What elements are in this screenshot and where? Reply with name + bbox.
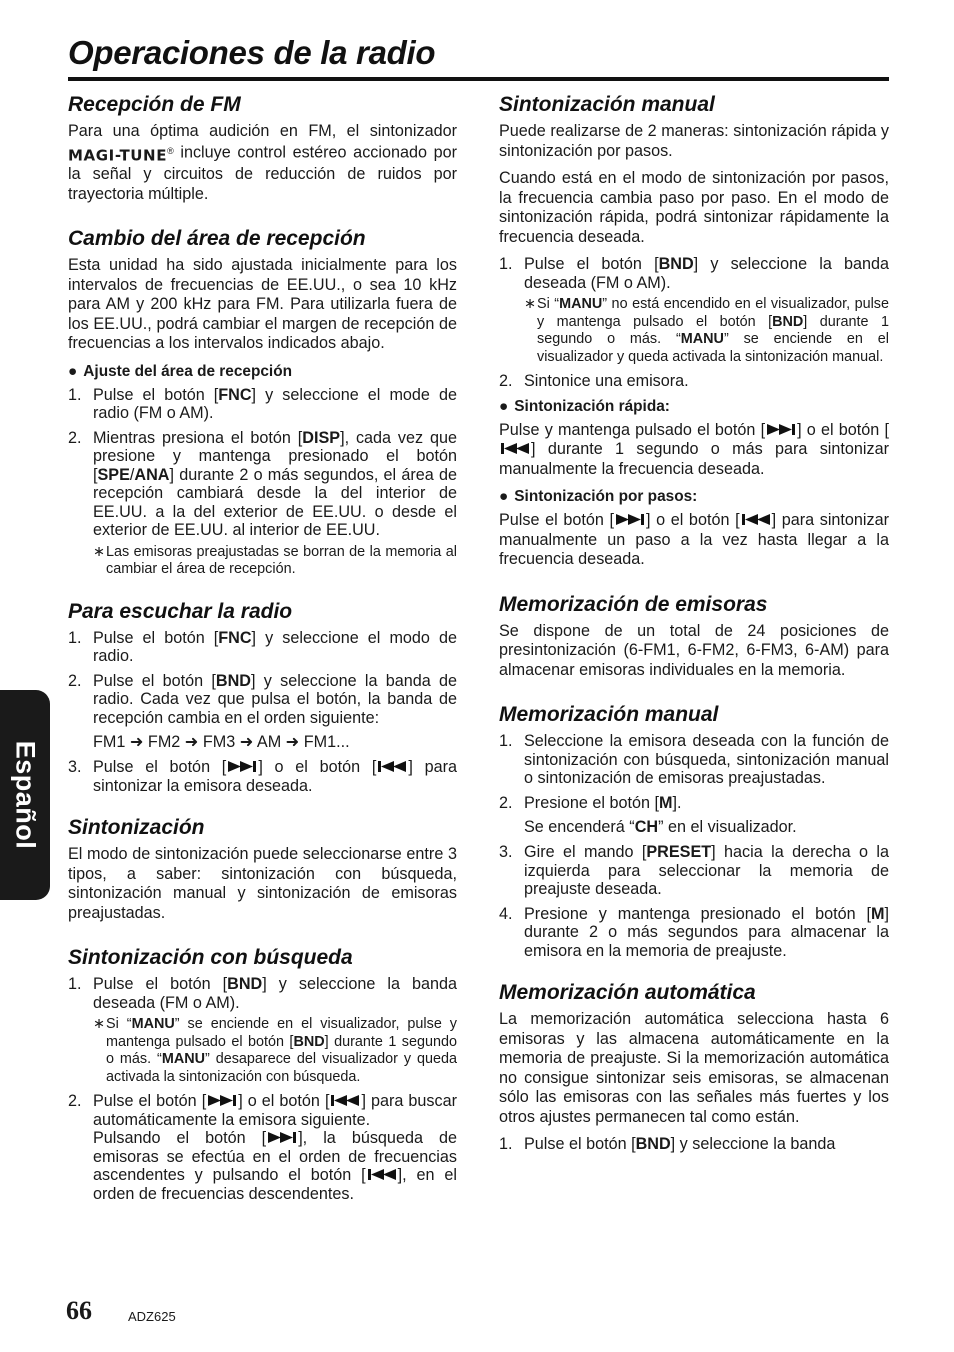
side-tab-label: Español [10,740,41,850]
manual-steps [499,255,889,391]
heading-manual-memory: Memorización manual [499,703,719,726]
listen-steps [68,629,457,796]
bullet-area-adjust: ● Ajuste del área de recepción [68,362,293,380]
heading-auto-memory: Memorización automática [499,981,756,1004]
heading-manual-tuning: Sintonización manual [499,93,715,116]
section-fm-reception [68,92,457,204]
list-item: 3. Pulse el botón [ ] o el botón [ ] para sintonizar la emisora deseada. [68,758,457,795]
step-tuning-text: Pulse el botón [ ] o el botón [ ] para sintonizar manualmente un paso a la vez hasta llegar a la frecuencia deseada. [499,511,889,568]
rewind-icon [376,760,408,773]
list-item: 4. Presione y mantenga presionado el botón [M] durante 2 o más segundos para almacenar la emisora en la memoria de preajuste. [499,904,889,960]
list-item: 2. Presione el botón [M]. Se encenderá “CH” en el visualizador. [499,794,889,838]
magi-tune-logo-text: MAGI-TUNE [68,145,168,164]
section-listen-radio [68,599,457,796]
auto-memory-text: La memorización automática selecciona hasta 6 emisoras y las almacena automáticamente en la memoria de preajuste. Si la memorización automática no consigue sintonizar seis emisoras, se almacenan sólo las emisoras con las señales más fuertes y los otros ajustes permanecen tal como están. [499,1010,889,1126]
bullet-dot-icon: ● [68,362,78,380]
area-note: ∗ Las emisoras preajustadas se borran de la memoria al cambiar el área de recepción. [93,543,457,578]
m-button-label: M [659,793,673,812]
manual-memory-steps [499,732,889,960]
list-item: 1. Pulse el botón [FNC] y seleccione el mode de radio (FM o AM). [68,385,457,423]
spe-button-label: SPE [97,465,130,484]
bnd-button-label: BND [635,1135,671,1153]
band-sequence: FM1 ➜ FM2 ➜ FM3 ➜ AM ➜ FM1... [93,733,350,752]
manual-tuning-text-2: Cuando está en el modo de sintonización por pasos, la frecuencia cambia paso por paso. En el modo de sintonización rápida, podrá sintonizar rápidamente la frecuencia deseada. [499,169,889,246]
area-change-text: Esta unidad ha sido ajustada inicialmente para los intervalos de frecuencias de EE.UU., o sea 10 kHz para AM y 200 kHz para FM. Para utilizarla fuera de los EE.UU., podrá cambiar el margen de recepción de frecuencias a los intervalos indicados abajo. [68,256,457,353]
list-item: 2. Pulse el botón [ ] o el botón [ ] para buscar automáticamente la emisora siguiente. Pulsando el botón [ ], la búsqueda de emisoras se efectúa en el orden de frecuencias ascendentes y pulsando el botón [ ], en el orden de frecuencias descendentes. [68,1092,457,1203]
bnd-button-label: BND [227,975,263,994]
auto-memory-steps [499,1135,889,1154]
bullet-step-tuning: ● Sintonización por pasos: [499,488,698,505]
m-button-label: M [871,904,885,923]
section-manual-tuning [499,92,889,570]
list-item: 1. Pulse el botón [FNC] y seleccione el modo de radio. [68,628,457,666]
heading-seek-tuning: Sintonización con búsqueda [68,946,353,970]
section-manual-memory [499,702,889,960]
fnc-button-label: FNC [218,628,252,647]
manual-tuning-text-1: Puede realizarse de 2 maneras: sintonización rápida y sintonización por pasos. [499,122,889,160]
manual-note: ∗ Si “MANU” no está encendido en el visualizador, pulse y mantenga pulsado el botón [BND] durante 1 segundo o más. “MANU” se enciende en el visualizador y queda activada la sintonización manual. [524,296,889,365]
model-number: ADZ625 [128,1309,176,1324]
heading-listen-radio: Para escuchar la radio [68,599,293,623]
rewind-icon [329,1094,361,1107]
language-side-tab [0,690,50,900]
area-steps [68,386,457,579]
station-memory-text: Se dispone de un total de 24 posiciones de presintonización (6-FM1, 6-FM2, 6-FM3, 6-AM) para almacenar emisoras individuales en la memoria. [499,621,889,679]
list-item: 1. Pulse el botón [BND] y seleccione la banda deseada (FM o AM). ∗ Si “MANU” se enciende en el visualizador, pulse y mantenga pulsado el botón [BND] durante 1 segundo o más. “MANU” desaparece del visualizador y queda activada la sintonización con búsqueda. [68,975,457,1085]
heading-fm-reception: Recepción de FM [68,93,241,116]
section-tuning [68,815,457,923]
ana-button-label: ANA [134,465,170,484]
fast-forward-icon [266,1131,298,1144]
section-station-memory [499,592,889,681]
list-item: 3. Gire el mando [PRESET] hacia la derecha o la izquierda para seleccionar la memoria de preajuste deseada. [499,843,889,898]
section-area-change [68,226,457,579]
fast-forward-icon [226,760,258,773]
left-column [68,92,457,1209]
list-item: 2. Sintonice una emisora. [499,372,689,390]
list-item: 1. Pulse el botón [BND] y seleccione la banda deseada (FM o AM). ∗ Si “MANU” no está encendido en el visualizador, pulse y mantenga pulsado el botón [BND] durante 1 segundo o más. “MANU” se enciende en el visualizador y queda activada la sintonización manual. [499,255,890,365]
list-item: 1. Pulse el botón [BND] y seleccione la banda [499,1135,836,1153]
fast-forward-icon [765,423,797,436]
fm-text-b: incluye control estéreo accionado por la señal y circuitos de reducción de ruidos por trayectoria múltiple. [68,142,458,203]
fast-tuning-text: Pulse y mantenga pulsado el botón [ ] o el botón [] durante 1 segundo o más para sintonizar manualmente la frecuencia deseada. [499,420,889,478]
bnd-button-label: BND [215,671,251,690]
seek-note: ∗ Si “MANU” se enciende en el visualizador, pulse y mantenga pulsado el botón [BND] durante 1 segundo o más. “MANU” desaparece del visualizador y queda activada la sintonización con búsqueda. [93,1016,457,1085]
fast-forward-icon [614,513,646,526]
right-column [499,92,889,1160]
preset-knob-label: PRESET [646,843,712,861]
list-item: 2. Pulse el botón [BND] y seleccione la banda de radio. Cada vez que pulsa el botón, la banda de recepción cambia en el orden siguiente: FM1 ➜ FM2 ➜ FM3 ➜ AM ➜ FM1... [68,671,458,752]
section-seek-tuning [68,945,457,1203]
section-auto-memory [499,980,889,1154]
list-item: 1. Seleccione la emisora deseada con la función de sintonización con búsqueda, sintonización manual o sintonización de emisoras preajustadas. [499,732,889,787]
heading-area-change: Cambio del área de recepción [68,227,366,251]
seek-steps [68,975,457,1203]
fast-forward-icon [206,1094,238,1107]
rewind-icon [499,442,531,455]
magi-tune-logo [68,142,174,166]
tuning-text: El modo de sintonización puede seleccionarse entre 3 tipos, a saber: sintonización con búsqueda, sintonización manual y sintonización de emisoras preajustadas. [68,845,457,922]
fnc-button-label: FNC [218,385,252,404]
bullet-dot-icon: ● [499,397,509,415]
disp-button-label: DISP [302,428,341,447]
ch-indicator-line: Se encenderá “CH” en el visualizador. [524,818,797,836]
page-title: Operaciones de la radio [68,34,436,71]
bnd-button-label: BND [658,255,694,273]
registered-mark: ® [167,145,174,156]
rewind-icon [740,513,772,526]
title-rule [68,77,889,81]
bullet-fast-tuning: ● Sintonización rápida: [499,397,670,415]
heading-tuning: Sintonización [68,816,205,840]
bullet-dot-icon: ● [499,488,509,505]
list-item: 2. Mientras presiona el botón [DISP], cada vez que presione y mantenga presionado el botón [SPE/ANA] durante 2 o más segundos, el área de recepción cambiará desde la del interior de EE.UU. a la del exterior de EE.UU. o desde el exterior de EE.UU. al interior de EE.UU. ∗ Las emisoras preajustadas se borran de la memoria al cambiar el área de recepción. [68,428,457,578]
fm-text-a: Para una óptima audición en FM, el sintonizador [68,122,457,140]
rewind-icon [366,1168,398,1181]
page-number: 66 [66,1296,92,1325]
fm-reception-text [68,122,457,204]
heading-station-memory: Memorización de emisoras [499,592,768,616]
